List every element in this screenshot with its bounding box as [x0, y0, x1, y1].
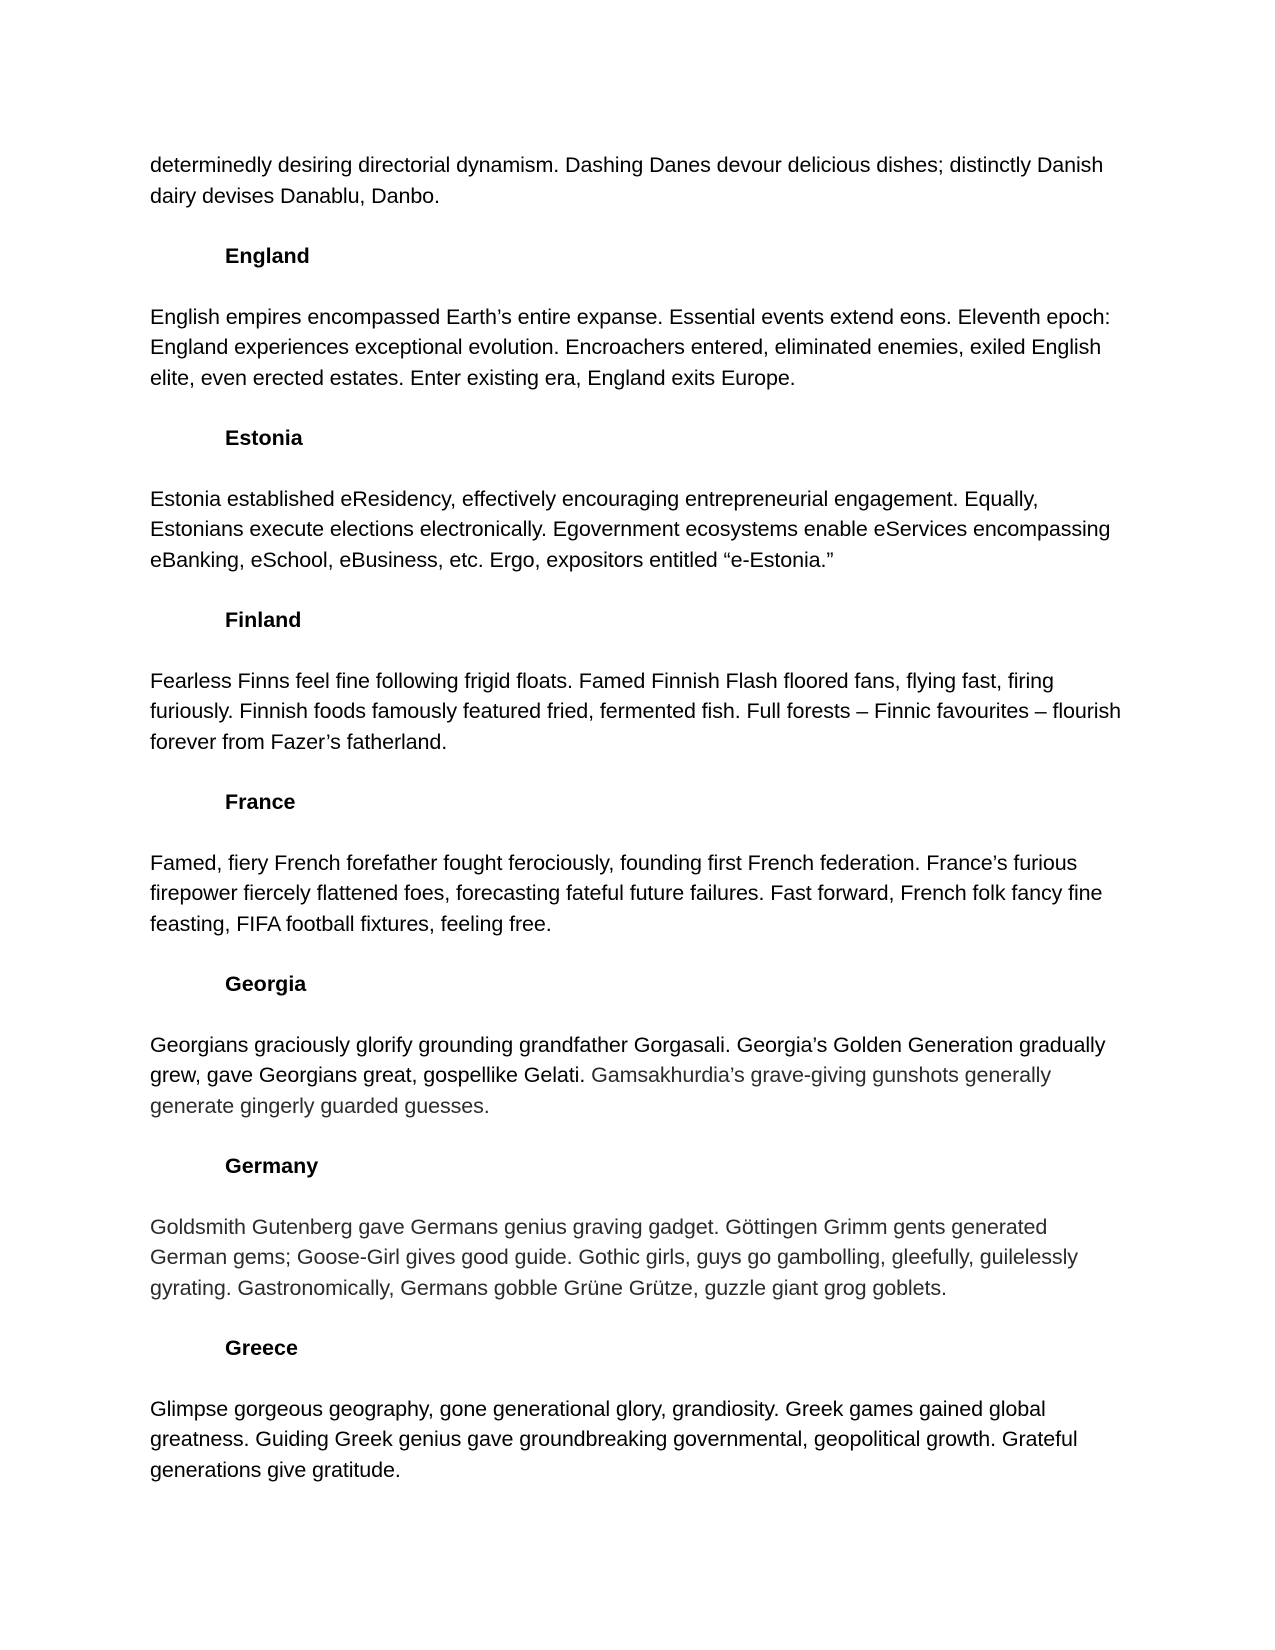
section-heading-england: England	[225, 244, 310, 268]
section-text-finland: Fearless Finns feel fine following frigid floats. Famed Finnish Flash floored fans, flying fast, firing furiously. Finnish foods famously featured fried, fermented fish. Full forests – Finnic favourites – flourish forever from Fazer’s fatherland.	[150, 668, 1121, 754]
section-heading-germany: Germany	[225, 1154, 319, 1178]
section-text-georgia	[150, 1030, 1130, 1122]
section-text-france: Famed, fiery French forefather fought ferociously, founding first French federation. France’s furious firepower fiercely flattened foes, forecasting fateful future failures. Fast forward, French folk fancy fine feasting, FIFA football fixtures, feeling free.	[150, 850, 1103, 936]
page-content	[150, 150, 1130, 1485]
intro-paragraph: determinedly desiring directorial dynamism. Dashing Danes devour delicious dishes; distinctly Danish dairy devises Danablu, Danbo.	[150, 153, 1104, 208]
section-text-england: English empires encompassed Earth’s entire expanse. Essential events extend eons. Eleventh epoch: England experiences exceptional evolution. Encroachers entered, eliminated enemies, exiled English elite, even erected estates. Enter existing era, England exits Europe.	[150, 304, 1111, 390]
section-text-estonia: Estonia established eResidency, effectively encouraging entrepreneurial engagement. Equally, Estonians execute elections electronically. Egovernment ecosystems enable eServices encompassing eBanking, eSchool, eBusiness, etc. Ergo, expositors entitled “e-Estonia.”	[150, 486, 1111, 572]
section-heading-estonia: Estonia	[225, 426, 303, 450]
section-heading-georgia: Georgia	[225, 972, 307, 996]
section-text-georgia-part-b: Gamsakhurdia’s grave-giving gunshots generally generate gingerly guarded guesses.	[150, 1063, 1051, 1118]
section-heading-greece: Greece	[225, 1336, 298, 1360]
section-heading-france: France	[225, 790, 296, 814]
section-text-georgia-part-a: Georgians graciously glorify grounding grandfather Gorgasali. Georgia’s Golden Generation gradually grew, gave Georgians great, gospellike Gelati.	[150, 1032, 1106, 1087]
section-text-greece: Glimpse gorgeous geography, gone generational glory, grandiosity. Greek games gained global greatness. Guiding Greek genius gave groundbreaking governmental, geopolitical growth. Grateful generations give gratitude.	[150, 1396, 1078, 1482]
section-text-germany: Goldsmith Gutenberg gave Germans genius graving gadget. Göttingen Grimm gents generated German gems; Goose-Girl gives good guide. Gothic girls, guys go gambolling, gleefully, guilelessly gyrating. Gastronomically, Germans gobble Grüne Grütze, guzzle giant grog goblets.	[150, 1214, 1078, 1300]
section-heading-finland: Finland	[225, 608, 302, 632]
